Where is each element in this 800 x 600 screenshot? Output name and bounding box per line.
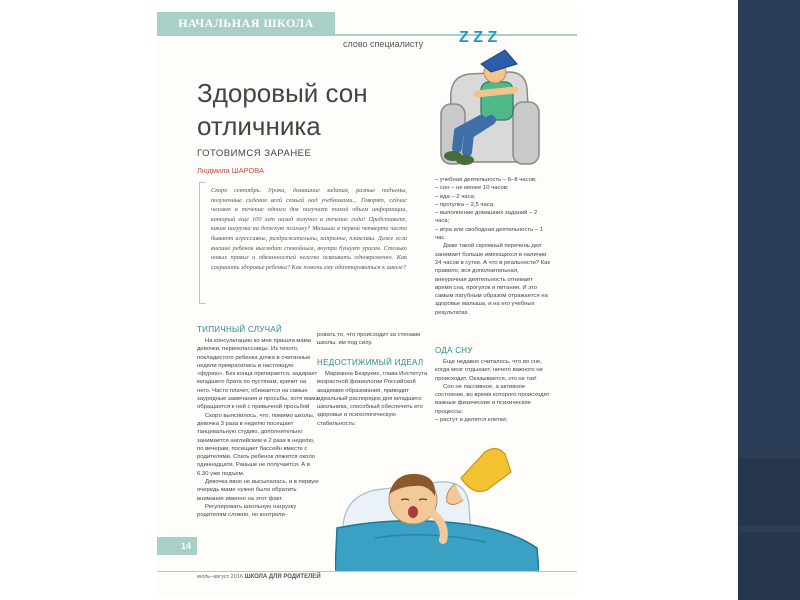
footer-issue: июль–август 2016: [197, 574, 243, 580]
magazine-page: [157, 6, 577, 596]
list-item: – выполнение домашних заданий – 2 часа;: [435, 210, 538, 225]
section-heading-typical: ТИПИЧНЫЙ СЛУЧАЙ: [197, 325, 283, 334]
snore-text: Z Z Z: [459, 29, 498, 46]
sleeping-boy-illustration: [335, 438, 539, 572]
paragraph: Марианна Безруких, глава Института возрастной физиологии Российской академии образования, приводит идеальный распорядок дня младшего школьника, способный обеспечить его здоровье и психологическую стабильность:: [317, 371, 428, 427]
article-author: Людмила ШАРОВА: [197, 166, 265, 175]
paragraph: Сон не пассивное, а активное состояние, во время которого происходят важные физические и психические процессы:: [435, 383, 550, 415]
column-3-list: [435, 176, 551, 317]
paragraph: ровать то, что происходит за стенами школы, им под силу.: [317, 332, 421, 347]
bar-accent-block: [738, 458, 800, 526]
section-heading-ideal: НЕДОСТИЖИМЫЙ ИДЕАЛ: [317, 358, 424, 367]
slide-side-bar: [738, 0, 800, 600]
page-footer: [197, 574, 321, 580]
paragraph: Даже такой скромный перечень дел занимает больше имеющихся в наличии 24 часов в сутки. А что в реальности? Как правило, вся дополнительная, внеурочная деятельность отнимает время сна, прогулок и питания. И это самым пагубным образом отражается на здоровье малыша, и на его учебных результатах.: [435, 243, 551, 316]
list-item: – еда – 2 часа;: [435, 193, 476, 200]
list-item: – растут и делятся клетки;: [435, 417, 508, 424]
list-item: – учебная деятельность – 6–8 часов;: [435, 177, 537, 183]
article-title-line1: Здоровый сон: [197, 78, 368, 108]
section-heading-ode: ОДА СНУ: [435, 346, 473, 355]
rubric-label: слово специалисту: [343, 39, 424, 49]
article-subtitle: ГОТОВИМСЯ ЗАРАНЕЕ: [197, 148, 312, 159]
lead-bracket: [199, 182, 206, 304]
footer-magazine-name: ШКОЛА ДЛЯ РОДИТЕЛЕЙ: [244, 574, 321, 580]
list-item: – игра или свободная деятельность – 1 час.: [435, 226, 543, 242]
page-number: 14: [181, 541, 192, 551]
article-title-line2: отличника: [197, 111, 321, 141]
boy-armchair-illustration: [435, 20, 557, 172]
paragraph: Еще недавно считалось, что во сне, когда мозг отдыхает, ничего важного не происходит. Оказывается, это не так!: [435, 359, 543, 382]
paragraph: На консультацию ко мне пришла мама девочки, первоклассницы. Из тихого, покладистого ребенка дочка в считанные недели превратилась в настоящую «фурию». Без конца препирается, задирает младшего брата по пустякам, кричит на него. Часто плачет, обижается на самые заурядные замечания и просьбы, хотя мама обращается к ней с привычной просьбой: [197, 338, 319, 411]
column-2-continuation: [317, 331, 429, 348]
paragraph: Регулировать школьную нагрузку родителям сложно, но контроли-: [197, 503, 297, 519]
column-2: [317, 370, 429, 428]
bar-accent-block: [738, 532, 800, 600]
column-1: [197, 337, 321, 520]
paragraph: Девочка явно не высыпалась, и в первую очередь маме нужно было обратить внимание именно на этот факт.: [197, 479, 319, 502]
column-3-ode: [435, 358, 551, 424]
list-item: – прогулка – 2,5 часа;: [435, 201, 495, 208]
paragraph: Скоро выяснилось, что, помимо школы, девочка 3 раза в неделю посещает танцевальную студию, дополнительно занимается английским и 2 раза в неделю, по вечерам, посещает бассейн вместе с родителями. Спать ребенок ложится около одиннадцати. Раньше не получается. А в 6.30 уже подъем.: [197, 412, 316, 477]
article-lead: Скоро сентябрь. Уроки, домашние задания, разные подъемы, полуночные сидения всей семьей над учебниками... Говорят, сейчас человек в течение одного дня получает такой объем информации, который еще 100 лет назад получал в течение года! Представьте, какая нагрузка на детскую психику? Мальыш в первой четверти часто бывают агрессивны, раздражительны, капризны, плаксивы. Даже если внешне ребенок выглядит спокойным, внутри бушует ураган. Столько новых правил и обязанностей нелегко осваивать одновременно. Как сохранить здоровье ребенка? Как помочь ему адаптироваться к школе?: [211, 187, 407, 271]
footer-rule: [157, 571, 577, 572]
section-title: НАЧАЛЬНАЯ ШКОЛА: [178, 16, 314, 30]
list-item: – сон – не менее 10 часов;: [435, 185, 509, 192]
